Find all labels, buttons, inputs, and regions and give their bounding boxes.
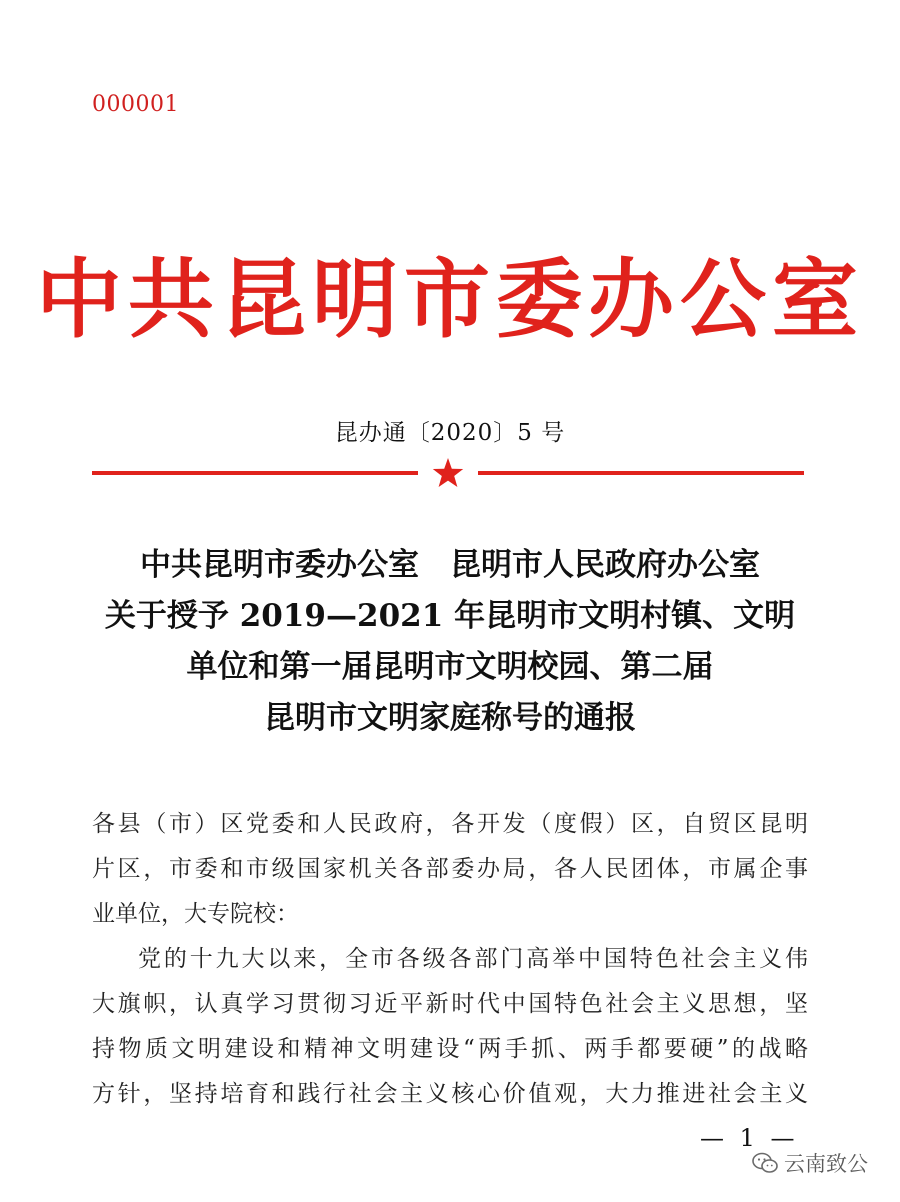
notice-title (92, 540, 808, 744)
notice-title-line: 单位和第一届昆明市文明校园、第二届 (186, 649, 714, 685)
page-number: — 1 — (700, 1124, 799, 1152)
notice-title-line: 中共昆明市委办公室 昆明市人民政府办公室 (140, 547, 760, 583)
watermark (752, 1148, 868, 1178)
addressee-line: 各县（市）区党委和人民政府，各开发（度假）区，自贸区昆明 (92, 811, 808, 837)
notice-title-line: 关于授予 2019—2021 年昆明市文明村镇、文明 (104, 598, 796, 634)
paragraph-line: 大旗帜，认真学习贯彻习近平新时代中国特色社会主义思想，坚 (92, 991, 808, 1017)
document-number: 昆办通〔2020〕5 号 (334, 420, 566, 446)
red-divider (92, 458, 804, 488)
issuing-organization-title: 中共昆明市委办公室 (36, 249, 864, 350)
divider-line-left (92, 471, 418, 475)
body-text (92, 802, 808, 1117)
notice-title-line: 昆明市文明家庭称号的通报 (264, 700, 636, 736)
paragraph-line: 党的十九大以来，全市各级各部门高举中国特色社会主义伟 (138, 946, 808, 972)
divider-line-right (478, 471, 804, 475)
star-icon (432, 458, 464, 488)
watermark-text: 云南致公 (784, 1152, 868, 1176)
wechat-icon (752, 1152, 778, 1174)
addressee-line: 片区，市委和市级国家机关各部委办局，各人民团体，市属企事 (92, 856, 808, 882)
paragraph-line: 方针，坚持培育和践行社会主义核心价值观，大力推进社会主义 (92, 1081, 808, 1107)
document-serial-code: 000001 (92, 92, 179, 117)
paragraph-line: 持物质文明建设和精神文明建设“两手抓、两手都要硬”的战略 (92, 1036, 808, 1062)
addressee-line: 业单位，大专院校： (92, 901, 299, 927)
